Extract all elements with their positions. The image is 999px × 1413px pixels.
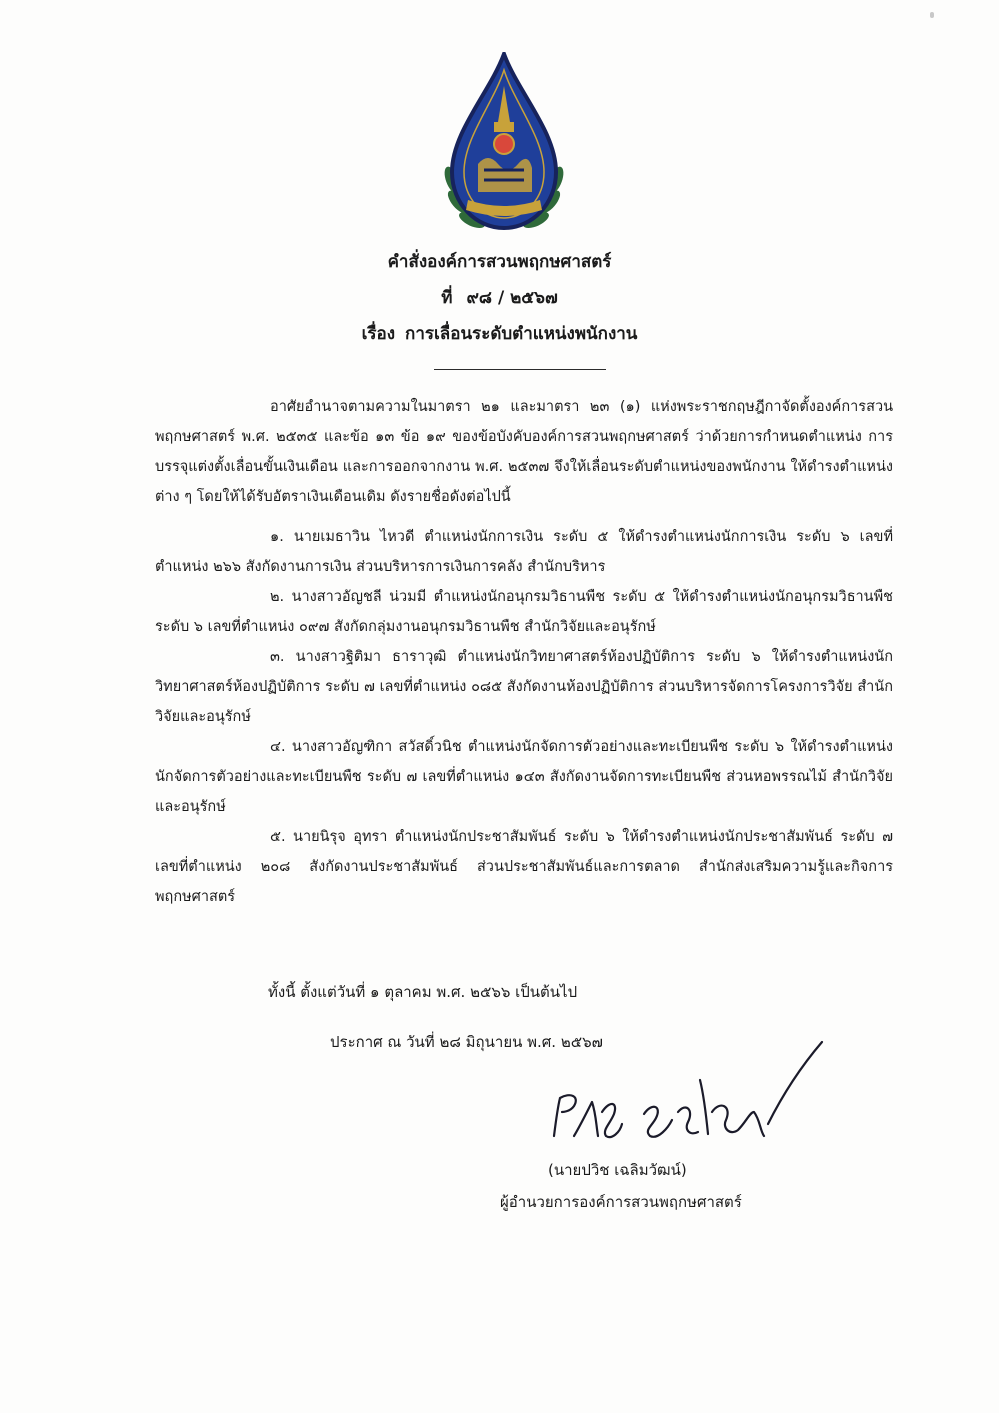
signer-title: ผู้อำนวยการองค์การสวนพฤกษศาสตร์ [500, 1193, 742, 1211]
list-item: ๕. นายนิรุจ อุทรา ตำแหน่งนักประชาสัมพันธ์ ระดับ ๖ ให้ดำรงตำแหน่งนักประชาสัมพันธ์ ระดับ ๗ เลขที่ตำแหน่ง ๒๐๘ สังกัดงานประชาสัมพันธ์ ส่วนประชาสัมพันธ์และการตลาด สำนักส่งเสริมความรู้และกิจการพฤกษศาสตร์ [155, 829, 893, 905]
signer-name: (นายปวิช เฉลิมวัฒน์) [548, 1161, 687, 1179]
announcement-date: ประกาศ ณ วันที่ ๒๘ มิถุนายน พ.ศ. ๒๕๖๗ [330, 1033, 603, 1051]
preamble-paragraph: อาศัยอำนาจตามความในมาตรา ๒๑ และมาตรา ๒๓ (๑) แห่งพระราชกฤษฎีกาจัดตั้งองค์การสวนพฤกษศาสตร์ พ.ศ. ๒๕๓๕ และข้อ ๑๓ ข้อ ๑๙ ของข้อบังคับองค์การสวนพฤกษศาสตร์ ว่าด้วยการกำหนดตำแหน่ง การบรรจุแต่งตั้งเลื่อนขั้นเงินเดือน และการออกจากงาน พ.ศ. ๒๕๓๗ จึงให้เลื่อนระดับตำแหน่งของพนักงาน ให้ดำรงตำแหน่งต่าง ๆ โดยให้ได้รับอัตราเงินเดือนเดิม ดังรายชื่อดังต่อไปนี้ [155, 399, 893, 505]
org-logo-emblem [438, 52, 570, 238]
list-item: ๔. นางสาวอัญฑิกา สวัสดิ์วนิช ตำแหน่งนักจัดการตัวอย่างและทะเบียนพืช ระดับ ๖ ให้ดำรงตำแหน่งนักจัดการตัวอย่างและทะเบียนพืช ระดับ ๗ เลขที่ตำแหน่ง ๑๔๓ สังกัดงานจัดการทะเบียนพืช ส่วนหอพรรณไม้ สำนักวิจัยและอนุรักษ์ [155, 739, 893, 815]
list-item: ๒. นางสาวอัญชลี น่วมมี ตำแหน่งนักอนุกรมวิธานพืช ระดับ ๕ ให้ดำรงตำแหน่งนักอนุกรมวิธานพืช ระดับ ๖ เลขที่ตำแหน่ง ๐๙๗ สังกัดกลุ่มงานอนุกรมวิธานพืช สำนักวิจัยและอนุรักษ์ [155, 589, 893, 635]
heading-divider [434, 369, 606, 370]
scan-speck [930, 12, 934, 18]
handwritten-signature [540, 1040, 830, 1150]
order-number-value: ๙๘ / ๒๕๖๗ [466, 288, 558, 308]
order-subject-prefix: เรื่อง [361, 324, 396, 344]
order-subject [0, 320, 999, 347]
effective-date: ทั้งนี้ ตั้งแต่วันที่ ๑ ตุลาคม พ.ศ. ๒๕๖๖ เป็นต้นไป [268, 983, 578, 1001]
order-heading: คำสั่งองค์การสวนพฤกษศาสตร์ [387, 252, 612, 272]
order-subject-value: การเลื่อนระดับตำแหน่งพนักงาน [405, 324, 638, 344]
order-number [0, 284, 999, 311]
list-item: ๑. นายเมธาวิน ไหวดี ตำแหน่งนักการเงิน ระดับ ๕ ให้ดำรงตำแหน่งนักการเงิน ระดับ ๖ เลขที่ตำแหน่ง ๒๖๖ สังกัดงานการเงิน ส่วนบริหารการเงินการคลัง สำนักบริหาร [155, 529, 893, 575]
order-number-prefix: ที่ [441, 288, 453, 308]
promotion-list [155, 522, 893, 912]
list-item: ๓. นางสาวฐิติมา ธาราวุฒิ ตำแหน่งนักวิทยาศาสตร์ห้องปฏิบัติการ ระดับ ๖ ให้ดำรงตำแหน่งนักวิทยาศาสตร์ห้องปฏิบัติการ ระดับ ๗ เลขที่ตำแหน่ง ๐๘๕ สังกัดงานห้องปฏิบัติการ ส่วนบริหารจัดการโครงการวิจัย สำนักวิจัยและอนุรักษ์ [155, 649, 893, 725]
